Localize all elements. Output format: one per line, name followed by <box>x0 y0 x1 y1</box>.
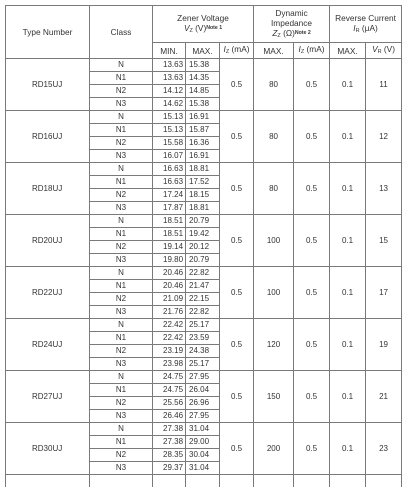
table-row <box>6 371 402 384</box>
table-row <box>6 215 402 228</box>
class-cell: N <box>90 111 153 124</box>
min-voltage-cell: 22.42 <box>153 332 186 345</box>
class-cell: N1 <box>90 124 153 137</box>
min-voltage-cell: 14.12 <box>153 85 186 98</box>
vr-cell: 19 <box>366 319 402 371</box>
class-cell: N2 <box>90 189 153 202</box>
min-voltage-cell: 20.46 <box>153 267 186 280</box>
dynamic-note: Note 2 <box>295 30 311 36</box>
ir-cell: 0.1 <box>330 163 366 215</box>
class-cell: N3 <box>90 98 153 111</box>
ir-cell: 0.1 <box>330 267 366 319</box>
max-voltage-cell: 15.87 <box>186 124 220 137</box>
max-voltage-cell: 24.38 <box>186 345 220 358</box>
empty-cell <box>153 475 186 487</box>
iz2-header: IZ (mA) <box>294 43 330 59</box>
vr-cell: 23 <box>366 423 402 475</box>
max-voltage-cell: 15.38 <box>186 98 220 111</box>
min-voltage-cell: 18.51 <box>153 215 186 228</box>
table-header <box>6 6 402 59</box>
vr-cell: 17 <box>366 267 402 319</box>
min-voltage-cell: 17.24 <box>153 189 186 202</box>
ir-cell: 0.1 <box>330 423 366 475</box>
iz-cell: 0.5 <box>220 215 254 267</box>
min-voltage-cell: 16.07 <box>153 150 186 163</box>
iz2-cell: 0.5 <box>294 59 330 111</box>
type-number-cell: RD22UJ <box>6 267 90 319</box>
type-number-cell: RD15UJ <box>6 59 90 111</box>
dynamic-impedance-header <box>254 6 330 43</box>
max-voltage-cell: 26.96 <box>186 397 220 410</box>
class-cell: N3 <box>90 150 153 163</box>
min-voltage-cell: 17.87 <box>153 202 186 215</box>
max-voltage-cell: 18.15 <box>186 189 220 202</box>
empty-cell <box>186 475 220 487</box>
table-body <box>6 59 402 487</box>
max-voltage-cell: 14.35 <box>186 72 220 85</box>
min-voltage-cell: 19.14 <box>153 241 186 254</box>
max-header: MAX. <box>186 43 220 59</box>
max-voltage-cell: 20.79 <box>186 215 220 228</box>
min-voltage-cell: 27.38 <box>153 423 186 436</box>
class-header: Class <box>90 6 153 59</box>
class-cell: N2 <box>90 397 153 410</box>
zz-cell: 100 <box>254 267 294 319</box>
vr-cell: 11 <box>366 59 402 111</box>
empty-cell <box>90 475 153 487</box>
min-voltage-cell: 20.46 <box>153 280 186 293</box>
max-voltage-cell: 14.85 <box>186 85 220 98</box>
type-number-cell: RD24UJ <box>6 319 90 371</box>
vr-cell: 13 <box>366 163 402 215</box>
type-number-cell: RD20UJ <box>6 215 90 267</box>
class-cell: N3 <box>90 254 153 267</box>
min-voltage-cell: 25.56 <box>153 397 186 410</box>
class-cell: N1 <box>90 332 153 345</box>
iz-cell: 0.5 <box>220 319 254 371</box>
vr-cell: 21 <box>366 371 402 423</box>
min-voltage-cell: 24.75 <box>153 384 186 397</box>
class-cell: N <box>90 163 153 176</box>
min-voltage-cell: 27.38 <box>153 436 186 449</box>
iz2-cell: 0.5 <box>294 423 330 475</box>
iz-cell: 0.5 <box>220 163 254 215</box>
zener-note: Note 1 <box>206 25 222 31</box>
vr-header: VR (V) <box>366 43 402 59</box>
table-row <box>6 59 402 72</box>
type-number-cell: RD16UJ <box>6 111 90 163</box>
class-cell: N <box>90 215 153 228</box>
iz2-cell: 0.5 <box>294 215 330 267</box>
empty-cell <box>6 475 90 487</box>
min-voltage-cell: 23.19 <box>153 345 186 358</box>
iz-cell: 0.5 <box>220 267 254 319</box>
zener-voltage-title: Zener Voltage <box>153 13 253 23</box>
class-cell: N3 <box>90 358 153 371</box>
iz2-cell: 0.5 <box>294 267 330 319</box>
zz-max-header: MAX. <box>254 43 294 59</box>
max-voltage-cell: 19.42 <box>186 228 220 241</box>
class-cell: N1 <box>90 436 153 449</box>
table-row-cutoff <box>6 475 402 487</box>
class-cell: N2 <box>90 85 153 98</box>
class-cell: N2 <box>90 137 153 150</box>
class-cell: N3 <box>90 306 153 319</box>
min-voltage-cell: 18.51 <box>153 228 186 241</box>
max-voltage-cell: 31.04 <box>186 423 220 436</box>
min-voltage-cell: 26.46 <box>153 410 186 423</box>
zener-voltage-header <box>153 6 254 43</box>
class-cell: N2 <box>90 293 153 306</box>
reverse-current-title: Reverse Current <box>330 13 401 23</box>
ir-cell: 0.1 <box>330 319 366 371</box>
min-voltage-cell: 29.37 <box>153 462 186 475</box>
max-voltage-cell: 31.04 <box>186 462 220 475</box>
max-voltage-cell: 20.79 <box>186 254 220 267</box>
min-voltage-cell: 15.13 <box>153 124 186 137</box>
iz-cell: 0.5 <box>220 371 254 423</box>
iz-cell: 0.5 <box>220 111 254 163</box>
table-row <box>6 423 402 436</box>
vr-cell: 15 <box>366 215 402 267</box>
class-cell: N <box>90 319 153 332</box>
iz2-cell: 0.5 <box>294 111 330 163</box>
min-voltage-cell: 22.42 <box>153 319 186 332</box>
table-row <box>6 111 402 124</box>
min-voltage-cell: 19.80 <box>153 254 186 267</box>
zz-cell: 150 <box>254 371 294 423</box>
min-voltage-cell: 23.98 <box>153 358 186 371</box>
ir-cell: 0.1 <box>330 371 366 423</box>
max-voltage-cell: 16.36 <box>186 137 220 150</box>
iz-cell: 0.5 <box>220 423 254 475</box>
empty-cell <box>366 475 402 487</box>
class-cell: N <box>90 423 153 436</box>
max-voltage-cell: 27.95 <box>186 371 220 384</box>
max-voltage-cell: 18.81 <box>186 163 220 176</box>
zz-cell: 100 <box>254 215 294 267</box>
type-number-cell: RD30UJ <box>6 423 90 475</box>
vr-cell: 12 <box>366 111 402 163</box>
max-voltage-cell: 27.95 <box>186 410 220 423</box>
class-cell: N1 <box>90 384 153 397</box>
class-cell: N3 <box>90 202 153 215</box>
max-voltage-cell: 22.82 <box>186 267 220 280</box>
type-number-cell: RD27UJ <box>6 371 90 423</box>
class-cell: N2 <box>90 345 153 358</box>
min-voltage-cell: 16.63 <box>153 176 186 189</box>
iz2-cell: 0.5 <box>294 163 330 215</box>
dynamic-symbol: ZZ (Ω)$^{Note 2}$ <box>254 28 329 41</box>
type-number-cell: RD18UJ <box>6 163 90 215</box>
class-cell: N3 <box>90 410 153 423</box>
ir-cell: 0.1 <box>330 59 366 111</box>
zener-spec-table <box>5 5 402 487</box>
min-voltage-cell: 24.75 <box>153 371 186 384</box>
class-cell: N <box>90 59 153 72</box>
min-header: MIN. <box>153 43 186 59</box>
max-voltage-cell: 25.17 <box>186 358 220 371</box>
table-row <box>6 267 402 280</box>
dynamic-title-2: Impedance <box>254 18 329 28</box>
iz-cell: 0.5 <box>220 59 254 111</box>
empty-cell <box>220 475 254 487</box>
empty-cell <box>330 475 366 487</box>
zener-voltage-symbol: VZ (V)$^{Note 1}$ <box>153 23 253 36</box>
class-cell: N2 <box>90 241 153 254</box>
min-voltage-cell: 21.09 <box>153 293 186 306</box>
min-voltage-cell: 13.63 <box>153 59 186 72</box>
max-voltage-cell: 15.38 <box>186 59 220 72</box>
max-voltage-cell: 16.91 <box>186 111 220 124</box>
max-voltage-cell: 17.52 <box>186 176 220 189</box>
max-voltage-cell: 20.12 <box>186 241 220 254</box>
class-cell: N1 <box>90 280 153 293</box>
zz-cell: 80 <box>254 59 294 111</box>
empty-cell <box>254 475 294 487</box>
reverse-current-header <box>330 6 402 43</box>
table-row <box>6 319 402 332</box>
max-voltage-cell: 16.91 <box>186 150 220 163</box>
iz2-cell: 0.5 <box>294 371 330 423</box>
dynamic-title-1: Dynamic <box>254 8 329 18</box>
max-voltage-cell: 21.47 <box>186 280 220 293</box>
zz-cell: 120 <box>254 319 294 371</box>
min-voltage-cell: 15.13 <box>153 111 186 124</box>
iz2-cell: 0.5 <box>294 319 330 371</box>
max-voltage-cell: 25.17 <box>186 319 220 332</box>
max-voltage-cell: 22.15 <box>186 293 220 306</box>
zz-cell: 80 <box>254 163 294 215</box>
ir-max-header: MAX. <box>330 43 366 59</box>
class-cell: N2 <box>90 449 153 462</box>
max-voltage-cell: 23.59 <box>186 332 220 345</box>
min-voltage-cell: 15.58 <box>153 137 186 150</box>
table-row <box>6 163 402 176</box>
min-voltage-cell: 13.63 <box>153 72 186 85</box>
ir-cell: 0.1 <box>330 215 366 267</box>
empty-cell <box>294 475 330 487</box>
type-number-header: Type Number <box>6 6 90 59</box>
max-voltage-cell: 30.04 <box>186 449 220 462</box>
min-voltage-cell: 21.76 <box>153 306 186 319</box>
max-voltage-cell: 22.82 <box>186 306 220 319</box>
class-cell: N3 <box>90 462 153 475</box>
zz-cell: 80 <box>254 111 294 163</box>
class-cell: N1 <box>90 72 153 85</box>
ir-cell: 0.1 <box>330 111 366 163</box>
max-voltage-cell: 29.00 <box>186 436 220 449</box>
class-cell: N <box>90 267 153 280</box>
max-voltage-cell: 26.04 <box>186 384 220 397</box>
max-voltage-cell: 18.81 <box>186 202 220 215</box>
zz-cell: 200 <box>254 423 294 475</box>
iz-header: IZ (mA) <box>220 43 254 59</box>
class-cell: N <box>90 371 153 384</box>
min-voltage-cell: 16.63 <box>153 163 186 176</box>
class-cell: N1 <box>90 228 153 241</box>
min-voltage-cell: 28.35 <box>153 449 186 462</box>
reverse-current-symbol: IR (μA) <box>330 23 401 36</box>
class-cell: N1 <box>90 176 153 189</box>
min-voltage-cell: 14.62 <box>153 98 186 111</box>
